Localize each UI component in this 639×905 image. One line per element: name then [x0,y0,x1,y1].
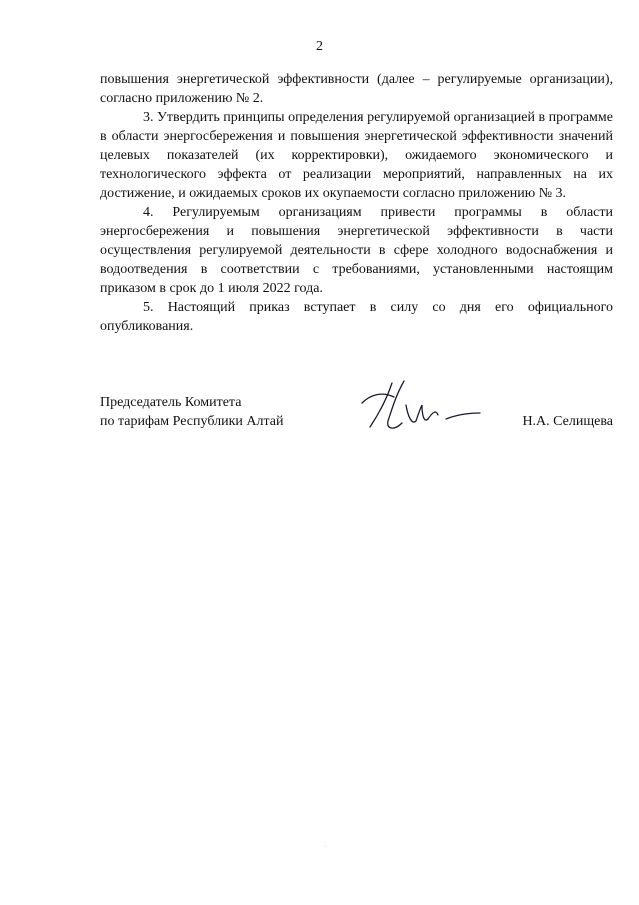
document-body [100,70,613,336]
scan-artifact-dot [325,846,326,847]
paragraph-item-5: 5. Настоящий приказ вступает в силу со дня его официального опубликования. [100,300,613,334]
paragraph-item-3: 3. Утвердить принципы определения регулируемой организацией в программе в области энергосбережения и повышения энергетической эффективности значений целевых показателей (их корректировки), ожидаемого экономического и технологического эффекта от реализации мероприятий, направленных на их достижение, и ожидаемых сроков их окупаемости согласно приложению № 3. [100,110,613,201]
signatory-name: Н.А. Селищева [522,414,613,429]
signature-block [100,393,613,453]
handwritten-signature [348,375,488,445]
paragraph-item-4: 4. Регулируемым организациям привести программы в области энергосбережения и повышения энергетической эффективности в части осуществления регулируемой деятельности в сфере холодного водоснабжения и водоотведения в соответствии с требованиями, установленными настоящим приказом в срок до 1 июля 2022 года. [100,205,613,296]
signatory-title-line-1: Председатель Комитета [100,395,242,410]
paragraph-continuation: повышения энергетической эффективности (далее – регулируемые организации), согласно приложению № 2. [100,72,613,106]
signatory-title-line-2: по тарифам Республики Алтай [100,414,284,429]
page-number: 2 [316,39,323,54]
signatory-title [100,393,283,431]
